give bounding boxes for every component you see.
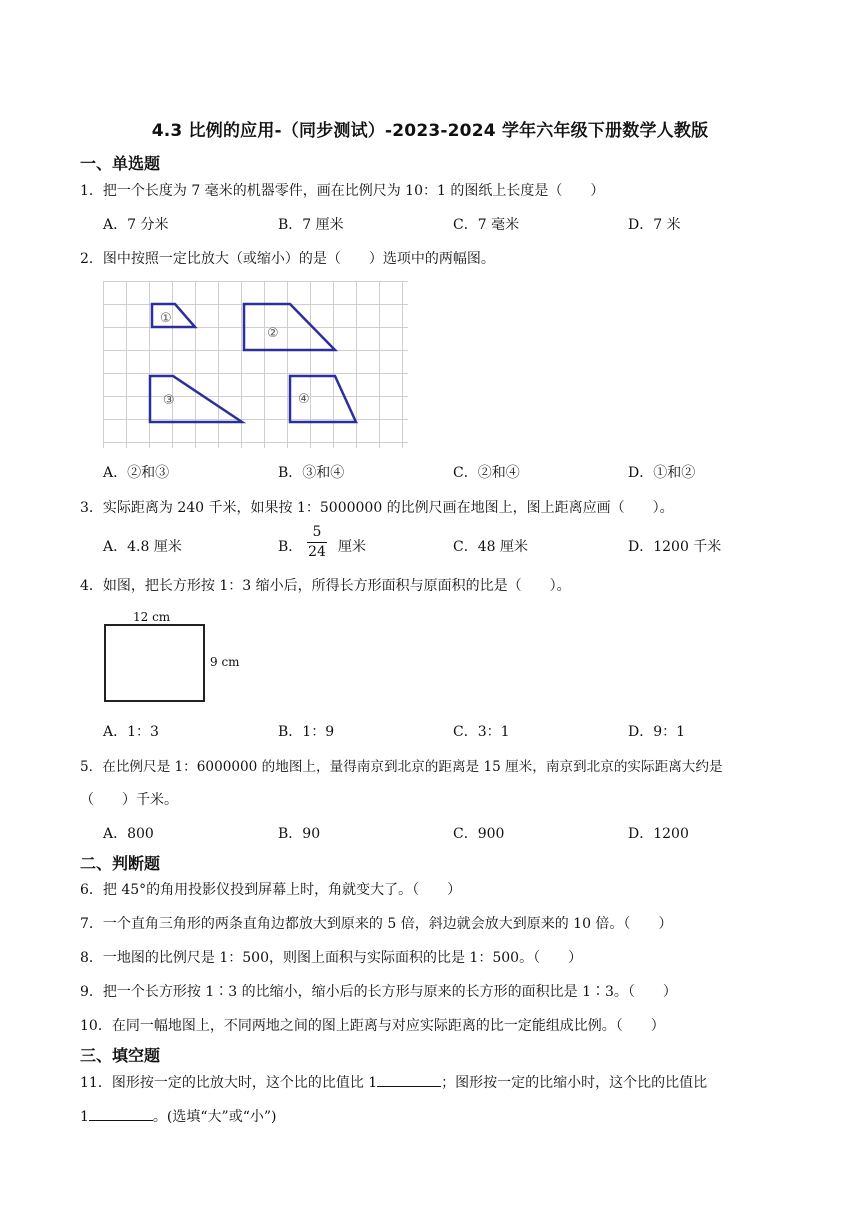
question-3-text: 3．实际距离为 240 千米，如果按 1：5000000 的比例尺画在地图上，图上距离应画（ ）。 — [80, 500, 674, 516]
q11-blank-1[interactable] — [377, 1072, 441, 1087]
question-5-text-line2: （ ）千米。 — [80, 792, 178, 808]
q5-option-b[interactable]: B．90 — [278, 826, 321, 842]
question-11-line2 — [80, 1106, 276, 1126]
q2-option-b[interactable]: B．③和④ — [278, 465, 345, 481]
q1-option-b[interactable]: B．7 厘米 — [278, 217, 344, 233]
q11-part1: 11．图形按一定的比放大时，这个比的比值比 1 — [80, 1075, 378, 1091]
q1-option-c[interactable]: C．7 毫米 — [453, 217, 520, 233]
shape-2-label: ② — [267, 326, 279, 341]
question-5-text-line1: 5．在比例尺是 1：6000000 的地图上，量得南京到北京的距离是 15 厘米，南京到北京的实际距离大约是 — [80, 759, 723, 775]
fraction-denominator: 24 — [308, 544, 326, 560]
section-heading-true-false: 二、判断题 — [80, 854, 161, 873]
q11-blank-2[interactable] — [89, 1106, 153, 1121]
fraction-numerator: 5 — [312, 524, 322, 540]
q5-option-d[interactable]: D．1200 — [628, 826, 689, 842]
q2-option-c[interactable]: C．②和④ — [453, 465, 520, 481]
section-heading-fill-blank: 三、填空题 — [80, 1046, 161, 1065]
question-9-text: 9．把一个长方形按 1∶3 的比缩小，缩小后的长方形与原来的长方形的面积比是 1∶3。（ ） — [80, 984, 677, 1000]
rectangle-height-label: 9 cm — [210, 655, 240, 669]
q3-option-c[interactable]: C．48 厘米 — [453, 539, 528, 555]
q1-option-a[interactable]: A．7 分米 — [103, 217, 169, 233]
q4-option-c[interactable]: C．3：1 — [453, 724, 510, 740]
q4-rectangle-figure — [100, 608, 250, 706]
q5-option-c[interactable]: C．900 — [453, 826, 505, 842]
q3-option-b-fraction — [307, 523, 327, 562]
q4-option-d[interactable]: D．9：1 — [628, 724, 686, 740]
question-8-text: 8．一地图的比例尺是 1：500，则图上面积与实际面积的比是 1：500。（ ） — [80, 950, 583, 966]
question-1-text: 1．把一个长度为 7 毫米的机器零件，画在比例尺为 10：1 的图纸上长度是（ ） — [80, 183, 605, 199]
shape-4-label: ④ — [298, 392, 310, 407]
q11-part4: 。(选填“大”或“小”) — [152, 1109, 277, 1125]
section-heading-single-choice: 一、单选题 — [80, 154, 161, 173]
q2-option-d[interactable]: D．①和② — [628, 465, 696, 481]
q2-option-a[interactable]: A．②和③ — [103, 465, 170, 481]
rectangle-width-label: 12 cm — [133, 610, 171, 624]
shape-1-label: ① — [160, 311, 172, 326]
question-11-line1 — [80, 1072, 707, 1092]
shape-3-label: ③ — [163, 393, 175, 408]
shape-1-trapezoid — [152, 304, 195, 327]
question-2-text: 2．图中按照一定比放大（或缩小）的是（ ）选项中的两幅图。 — [80, 251, 495, 267]
rectangle-shape — [105, 625, 204, 701]
question-6-text: 6．把 45°的角用投影仪投到屏幕上时，角就变大了。（ ） — [80, 882, 462, 898]
page-title: 4.3 比例的应用-（同步测试）-2023-2024 学年六年级下册数学人教版 — [151, 121, 709, 141]
question-10-text: 10．在同一幅地图上，不同两地之间的图上距离与对应实际距离的比一定能组成比例。（ ） — [80, 1018, 665, 1034]
q5-option-a[interactable]: A．800 — [103, 826, 154, 842]
q1-option-d[interactable]: D．7 米 — [628, 217, 681, 233]
question-7-text: 7．一个直角三角形的两条直角边都放大到原来的 5 倍，斜边就会放大到原来的 10 倍。（ ） — [80, 916, 673, 932]
q3-option-b[interactable]: B． — [278, 539, 303, 555]
q3-option-b-unit: 厘米 — [338, 539, 366, 555]
question-4-text: 4．如图，把长方形按 1：3 缩小后，所得长方形面积与原面积的比是（ ）。 — [80, 578, 571, 594]
q2-grid-figure — [103, 281, 408, 448]
q11-part2: ；图形按一定的比缩小时，这个比的比值比 — [441, 1075, 708, 1091]
q3-option-a[interactable]: A．4.8 厘米 — [103, 539, 182, 555]
q4-option-b[interactable]: B．1：9 — [278, 724, 335, 740]
q4-option-a[interactable]: A．1：3 — [103, 724, 159, 740]
q11-part3: 1 — [80, 1109, 89, 1125]
q3-option-d[interactable]: D．1200 千米 — [628, 539, 722, 555]
